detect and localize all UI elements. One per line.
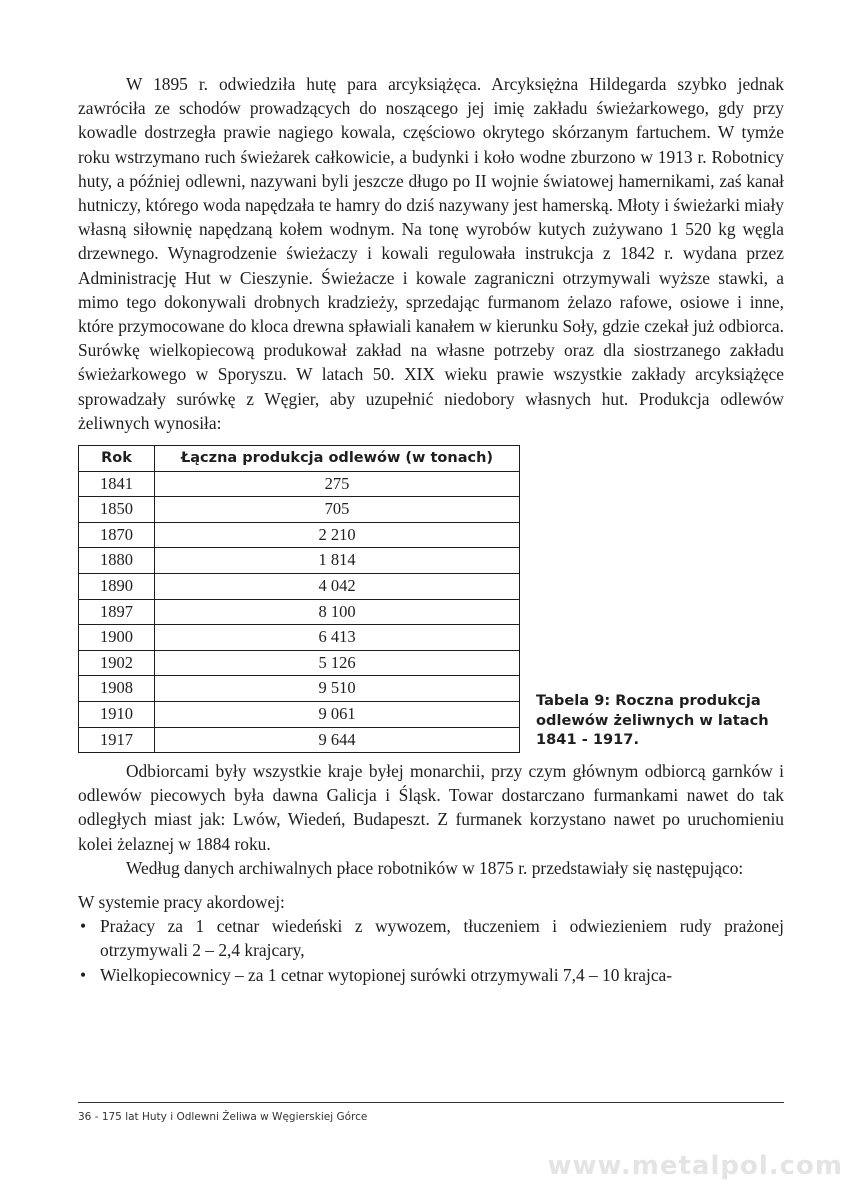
list-item (78, 963, 784, 987)
cell-value: 6 413 (155, 625, 520, 651)
paragraph-intro: W 1895 r. odwiedziła hutę para arcyksiążęca. Arcyksiężna Hildegarda szybko jednak zawróciła ze schodów prowadzących do noszącego jej imię zakładu świeżarkowego, gdy przy kowadle dostrzegła prawie nagiego kowala, częściowo okrytego skórzanym fartuchem. W tymże roku wstrzymano ruch świeżarek całkowicie, a budynki i koło wodne zburzono w 1913 r. Robotnicy huty, a później odlewni, nazywani byli jeszcze długo po II wojnie światowej hamernikami, zaś kanał hutniczy, którego woda napędzała te hamry do dziś nazywany jest hamerską. Młoty i świeżarki miały własną siłownię napędzaną kołem wodnym. Na tonę wyrobów kutych zużywano 1 520 kg węgla drzewnego. Wynagrodzenie świeżaczy i kowali regulowała instrukcja z 1842 r. wydana przez Administrację Hut w Cieszynie. Świeżacze i kowale zagraniczni otrzymywali wyższe stawki, a mimo tego dokonywali drobnych kradzieży, sprzedając furmanom żelazo rafowe, osiowe i inne, które przymocowane do kloca drewna spławiali kanałem w kierunku Soły, gdzie czekał już odbiorca. Surówkę wielkopiecową produkował zakład na własne potrzeby oraz dla siostrzanego zakładu świeżarkowego w Sporyszu. W latach 50. XIX wieku prawie wszystkie zakłady arcyksiążęce sprowadzały surówkę z Węgier, aby uzupełnić niedobory własnych hut. Produkcja odlewów żeliwnych wynosiła: (78, 74, 784, 433)
wage-list (78, 914, 784, 987)
page-footer: 36 - 175 lat Huty i Odlewni Żeliwa w Węgierskiej Górce (78, 1111, 368, 1123)
paragraph-recipients: Odbiorcami były wszystkie kraje byłej monarchii, przy czym głównym odbiorcą garnków i odlewów piecowych była dawna Galicja i Śląsk. Towar dostarczano furmankami nawet do tak odległych miast jak: Lwów, Wiedeń, Budapeszt. Z furmanek korzystano nawet po uruchomieniu kolei żelaznej w 1884 roku. (78, 761, 784, 854)
cell-year: 1870 (79, 522, 155, 548)
header-year: Rok (79, 446, 155, 472)
page-body (78, 72, 784, 987)
table-row (79, 548, 520, 574)
cell-value: 9 061 (155, 701, 520, 727)
cell-value: 9 644 (155, 727, 520, 753)
bullet-icon: • (80, 916, 87, 937)
table-row (79, 574, 520, 600)
cell-value: 1 814 (155, 548, 520, 574)
cell-year: 1897 (79, 599, 155, 625)
table-row (79, 650, 520, 676)
cell-value: 9 510 (155, 676, 520, 702)
list-item-text: Wielkopiecownicy – za 1 cetnar wytopionej surówki otrzymywali 7,4 – 10 krajca- (100, 964, 673, 985)
footer-divider (78, 1102, 784, 1103)
cell-year: 1917 (79, 727, 155, 753)
cell-value: 705 (155, 497, 520, 523)
cell-year: 1841 (79, 471, 155, 497)
table-row (79, 625, 520, 651)
cell-year: 1910 (79, 701, 155, 727)
watermark: www.metalpol.com (547, 1151, 843, 1181)
table-row (79, 497, 520, 523)
list-intro: W systemie pracy akordowej: (78, 892, 285, 913)
cell-year: 1908 (79, 676, 155, 702)
cell-year: 1902 (79, 650, 155, 676)
list-item-text: Prażacy za 1 cetnar wiedeński z wywozem, tłuczeniem i odwiezieniem rudy prażonej otrzymywali 2 – 2,4 krajcary, (100, 916, 784, 961)
production-table (78, 445, 520, 753)
cell-value: 8 100 (155, 599, 520, 625)
table-header-row (79, 446, 520, 472)
table-row (79, 471, 520, 497)
cell-year: 1900 (79, 625, 155, 651)
cell-year: 1850 (79, 497, 155, 523)
cell-year: 1890 (79, 574, 155, 600)
cell-value: 2 210 (155, 522, 520, 548)
text-after-table (78, 759, 784, 987)
table-row (79, 599, 520, 625)
table-block (78, 445, 784, 757)
table-row (79, 522, 520, 548)
cell-year: 1880 (79, 548, 155, 574)
header-production: Łączna produkcja odlewów (w tonach) (155, 446, 520, 472)
table-caption: Tabela 9: Roczna produkcja odlewów żeliwnych w latach 1841 - 1917. (536, 692, 769, 749)
table-row (79, 676, 520, 702)
table-row (79, 701, 520, 727)
cell-value: 5 126 (155, 650, 520, 676)
bullet-icon: • (80, 964, 87, 985)
cell-value: 275 (155, 471, 520, 497)
paragraph-wages: Według danych archiwalnych płace robotników w 1875 r. przedstawiały się następująco: (126, 857, 744, 878)
list-item (78, 914, 784, 962)
table-row (79, 727, 520, 753)
cell-value: 4 042 (155, 574, 520, 600)
